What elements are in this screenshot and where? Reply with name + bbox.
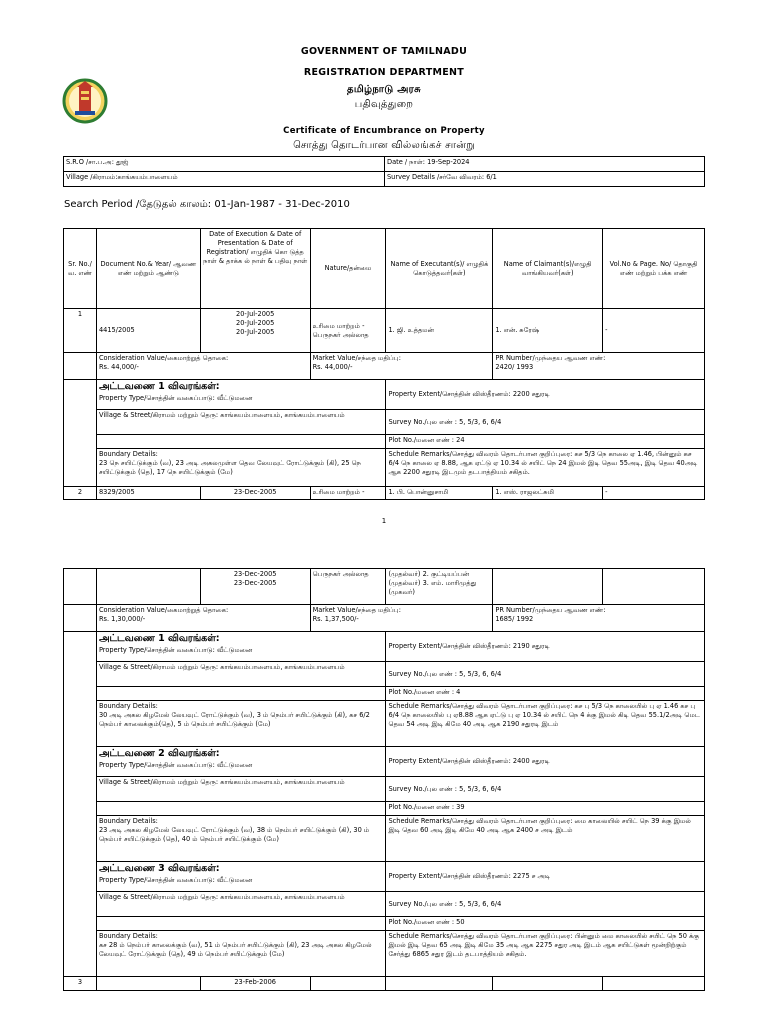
boundary-label: Boundary Details: [98, 932, 158, 940]
entry1-consideration: Rs. 44,000/- [98, 362, 139, 371]
entry2-nature-start: உரிமை மாற்றம் - [310, 487, 386, 500]
village-cell: Village /கிராமம்:காங்கயம்பாளையம் [64, 172, 385, 187]
col-sr: Sr. No./ வ. எண் [64, 229, 97, 309]
entry1-sr: 1 [64, 309, 97, 353]
entry1-volume: - [603, 309, 705, 353]
entry2-schedule3-village: Village & Street/கிராமம் மற்றும் தெரு: காங்கயம்பாளையம், காங்கயம்பாளையம் [96, 892, 386, 917]
meta-table [63, 156, 705, 187]
boundary-label: Boundary Details: [98, 702, 158, 710]
market-label: Market Value/சந்தை மதிப்பு: [312, 606, 401, 614]
entry3-sr: 3 [64, 977, 97, 991]
entry2-executant: (முதல்வர்) 2. குட்டியப்பன் (முதல்வர்) 3. எம். மாரிமுத்து (முகவர்) [386, 569, 493, 605]
entry2-schedule1-survey: Survey No./புல எண் : 5, 5/3, 6, 6/4 [386, 662, 705, 687]
entry2-schedule1-type: Property Type/சொத்தின் வகைப்பாடு: வீட்டுமனை [98, 645, 253, 654]
certificate-title: Certificate of Encumbrance on Property [283, 126, 485, 136]
entry2-market: Rs. 1,37,500/- [312, 614, 359, 623]
entry1-nature: உரிமை மாற்றம் - பெருநகர் அல்லாத [310, 309, 386, 353]
entry2-schedule1-remarks: Schedule Remarks/சொத்து விவரம் தொடர்பான குறிப்புரை: கச பு 5/3 நெ காலையில் பு ஏ 1.46 கச பு 6/4 நெ காலையில் பு ஏ8.88 ஆக ஏட்டு பு ஏ 10.34 ல் சயிட் நெ 4 க்கு இமல் கிடி தெவ 55.1/2அடி மெட தெவ 54 அடி இடி கிமே 40 அடி ஆக 2190 சதுரடி இடம் [386, 701, 705, 747]
entry1-schedule-title: அட்டவணை 1 விவரங்கள்: [98, 381, 220, 392]
entry2-nature: பெருநகர் அல்லாத [310, 569, 386, 605]
entry1-property-type: Property Type/சொத்தின் வகைப்பாடு: வீட்டுமனை [98, 393, 253, 402]
entry2-schedule1-boundary: 30 அடி அகல கிழமேல் லேயவுட் ரோட்டுக்கும் (வ), 3 ம் நெம்பர் சயிட்டுக்கும் (கி), கச 6/2 நெம்பர் காலைக்கும்(தெ), 5 ம் நெம்பர் சயிட்டுக்கும் (மே) [98, 710, 370, 728]
entry1-remarks: Schedule Remarks/சொத்து விவரம் தொடர்பான குறிப்புரை: கச 5/3 நெ காலை ஏ 1.46, பின்னும் கச 6/4 நெ காலை ஏ 8.88, ஆக ஏட்டு ஏ 10.34 ல் சயிட் நெ 24 இமல் இடி தெவ 55அடி, இடி தெவ 40அடி ஆக 2200 சதுரடி இடமும் தடபாத்தியம் சகிதம். [386, 449, 705, 487]
entry2-doc: 8329/2005 [96, 487, 200, 500]
search-period: Search Period /தேடுதல் காலம்: 01-Jan-1987 - 31-Dec-2010 [64, 199, 350, 210]
government-title-tamil: தமிழ்நாடு அரசு [347, 84, 421, 95]
entry2-schedule2-extent: Property Extent/சொத்தின் விஸ்தீரணம்: 2400 சதுரடி [386, 747, 705, 777]
pr-label: PR Number/முந்தைய ஆவண எண்: [495, 354, 606, 362]
entry2-schedule3-survey: Survey No./புல எண் : 5, 5/3, 6, 6/4 [386, 892, 705, 917]
boundary-label: Boundary Details: [98, 450, 158, 458]
entry2-schedule3-extent: Property Extent/சொத்தின் விஸ்தீரணம்: 2275 ச அடி [386, 862, 705, 892]
table-row [64, 487, 705, 500]
col-nature: Nature/தன்மை [310, 229, 386, 309]
encumbrance-table-page-2 [63, 568, 705, 991]
column-header-row [64, 229, 705, 309]
col-claimant: Name of Claimant(s)/எழுதி வாங்கியவர்(கள்) [493, 229, 603, 309]
entry2-schedule3-remarks: Schedule Remarks/சொத்து விவரம் தொடர்பான குறிப்புரை: பின்னும் மை காலையில் சயிட் நெ 50 க்கு இமல் இடி தெவ 65 அடி இடி கிமே 35 அடி ஆக 2275 சதுர அடி இடம் ஆக சயிட்டுகள் மூன்றிற்கும் சேர்த்து 6865 சதுர இடம் தடபாத்தியம் சகிதம். [386, 931, 705, 977]
table-row [64, 605, 705, 632]
table-row [64, 309, 705, 353]
entry2-execution-date: 23-Dec-2005 [200, 487, 310, 500]
entry2-pr: 1685/ 1992 [495, 614, 534, 623]
entry2-schedule2-type: Property Type/சொத்தின் வகைப்பாடு: வீட்டுமனை [98, 760, 253, 769]
col-executant: Name of Executant(s)/ எழுதிக் கொடுத்தவர்(கள்) [386, 229, 493, 309]
col-volume: Vol.No & Page. No/ தொகுதி எண் மற்றும் பக்க எண் [603, 229, 705, 309]
entry3-execution-date: 23-Feb-2006 [200, 977, 310, 991]
entry2-schedule3-type: Property Type/சொத்தின் வகைப்பாடு: வீட்டுமனை [98, 875, 253, 884]
entry2-schedule1-title: அட்டவணை 1 விவரங்கள்: [98, 633, 220, 644]
entry1-executant: 1. ஜி. உத்தமன் [386, 309, 493, 353]
consideration-label: Consideration Value/கைமாற்றுத் தொகை: [98, 606, 229, 614]
consideration-label: Consideration Value/கைமாற்றுத் தொகை: [98, 354, 229, 362]
entry2-schedule2-remarks: Schedule Remarks/சொத்து விவரம் தொடர்பான குறிப்புரை: மை காலையில் சயிட் நெ 39 க்கு இமல் இடி தெவ 60 அடி இடி கிமே 40 அடி ஆக 2400 ச அடி இடம் [386, 816, 705, 862]
entry2-schedule1-village: Village & Street/கிராமம் மற்றும் தெரு: காங்கயம்பாளையம், காங்கயம்பாளையம் [96, 662, 386, 687]
boundary-label: Boundary Details: [98, 817, 158, 825]
entry1-registration-date: 20-Jul-2005 [236, 327, 275, 336]
entry2-schedule3-plot: Plot No./மனை எண் : 50 [386, 917, 705, 931]
entry1-doc: 4415/2005 [96, 309, 200, 353]
table-row [64, 353, 705, 380]
entry1-execution-date: 20-Jul-2005 [236, 310, 275, 318]
entry2-schedule2-plot: Plot No./மனை எண் : 39 [386, 802, 705, 816]
department-title-tamil: பதிவுத்துறை [354, 99, 414, 110]
entry2-claimant: 1. எஸ். ராஜலட்சுமி [493, 487, 603, 500]
entry2-schedule3-title: அட்டவணை 3 விவரங்கள்: [98, 863, 220, 874]
market-label: Market Value/சந்தை மதிப்பு: [312, 354, 401, 362]
entry2-schedule2-village: Village & Street/கிராமம் மற்றும் தெரு: காங்கயம்பாளையம், காங்கயம்பாளையம் [96, 777, 386, 802]
entry2-schedule2-title: அட்டவணை 2 விவரங்கள்: [98, 748, 220, 759]
table-row [64, 569, 705, 605]
entry2-schedule2-survey: Survey No./புல எண் : 5, 5/3, 6, 6/4 [386, 777, 705, 802]
entry1-extent: Property Extent/சொத்தின் விஸ்தீரணம்: 2200 சதுரடி [386, 380, 705, 410]
col-dates: Date of Execution & Date of Presentation & Date of Registration/ எழுதிக் கொ டுத்த நாள் & தாக்க ல் நாள் & பதிவு நாள் [200, 229, 310, 309]
entry1-market: Rs. 44,000/- [312, 362, 353, 371]
entry2-presentation-date: 23-Dec-2005 [233, 570, 277, 578]
entry2-schedule1-plot: Plot No./மனை எண் : 4 [386, 687, 705, 701]
entry2-schedule3-boundary: கச 28 ம் நெம்பர் காலைக்கும் (வ), 51 ம் நெம்பர் சயிட்டுக்கும் (கி), 23 அடி அகல கிழமேல் லேயவுட் ரோட்டுக்கும் (தெ), 49 ம் நெம்பர் சயிட்டுக்கும் (மே) [98, 940, 372, 958]
encumbrance-table-page-1 [63, 228, 705, 500]
government-title: GOVERNMENT OF TAMILNADU [300, 46, 468, 57]
entry2-consideration: Rs. 1,30,000/- [98, 614, 146, 623]
table-row [64, 977, 705, 991]
entry1-claimant: 1. என். சுரேஷ் [493, 309, 603, 353]
entry1-village-street: Village & Street/கிராமம் மற்றும் தெரு: காங்கயம்பாளையம், காங்கயம்பாளையம் [96, 410, 386, 435]
entry2-volume: - [603, 487, 705, 500]
col-document: Document No.& Year/ ஆவண எண் மற்றும் ஆண்டு [96, 229, 200, 309]
survey-cell: Survey Details /சர்வே விவரம்: 6/1 [385, 172, 705, 187]
entry1-presentation-date: 20-Jul-2005 [236, 318, 275, 327]
entry2-executant-start: 1. பி. பொன்னுசாமி [386, 487, 493, 500]
entry1-survey-no: Survey No./புல எண் : 5, 5/3, 6, 6/4 [386, 410, 705, 435]
pr-label: PR Number/முந்தைய ஆவண எண்: [495, 606, 606, 614]
page-number: 1 [381, 517, 387, 525]
department-title: REGISTRATION DEPARTMENT [303, 67, 465, 78]
sro-cell: S.R.O /சா.ப.அ: தூஜ் [64, 157, 385, 172]
entry1-pr: 2420/ 1993 [495, 362, 534, 371]
date-cell: Date / நாள்: 19-Sep-2024 [385, 157, 705, 172]
entry2-registration-date: 23-Dec-2005 [233, 578, 277, 587]
entry2-schedule2-boundary: 23 அடி அகல கிழமேல் லேயவுட் ரோட்டுக்கும் (வ), 38 ம் நெம்பர் சயிட்டுக்கும் (கி), 30 ம் நெம்பர் சயிட்டுக்கும் (தெ), 40 ம் நெம்பர் சயிட்டுக்கும் (மே) [98, 825, 370, 843]
entry2-schedule1-extent: Property Extent/சொத்தின் விஸ்தீரணம்: 2190 சதுரடி [386, 632, 705, 662]
entry1-boundary: 23 நெ சயிட்டுக்கும் (வ), 23 அடி அகலமுள்ள தெவ லேயவுட் ரோட்டுக்கும் (கி), 25 நெ சயிட்டுக்கும் (தெ), 17 நெ சயிட்டுக்கும் (மே) [98, 458, 362, 476]
certificate-title-tamil: சொத்து தொடர்பான வில்லங்கச் சான்று [293, 140, 475, 151]
entry2-sr: 2 [64, 487, 97, 500]
entry1-plot: Plot No./மனை எண் : 24 [386, 435, 705, 449]
